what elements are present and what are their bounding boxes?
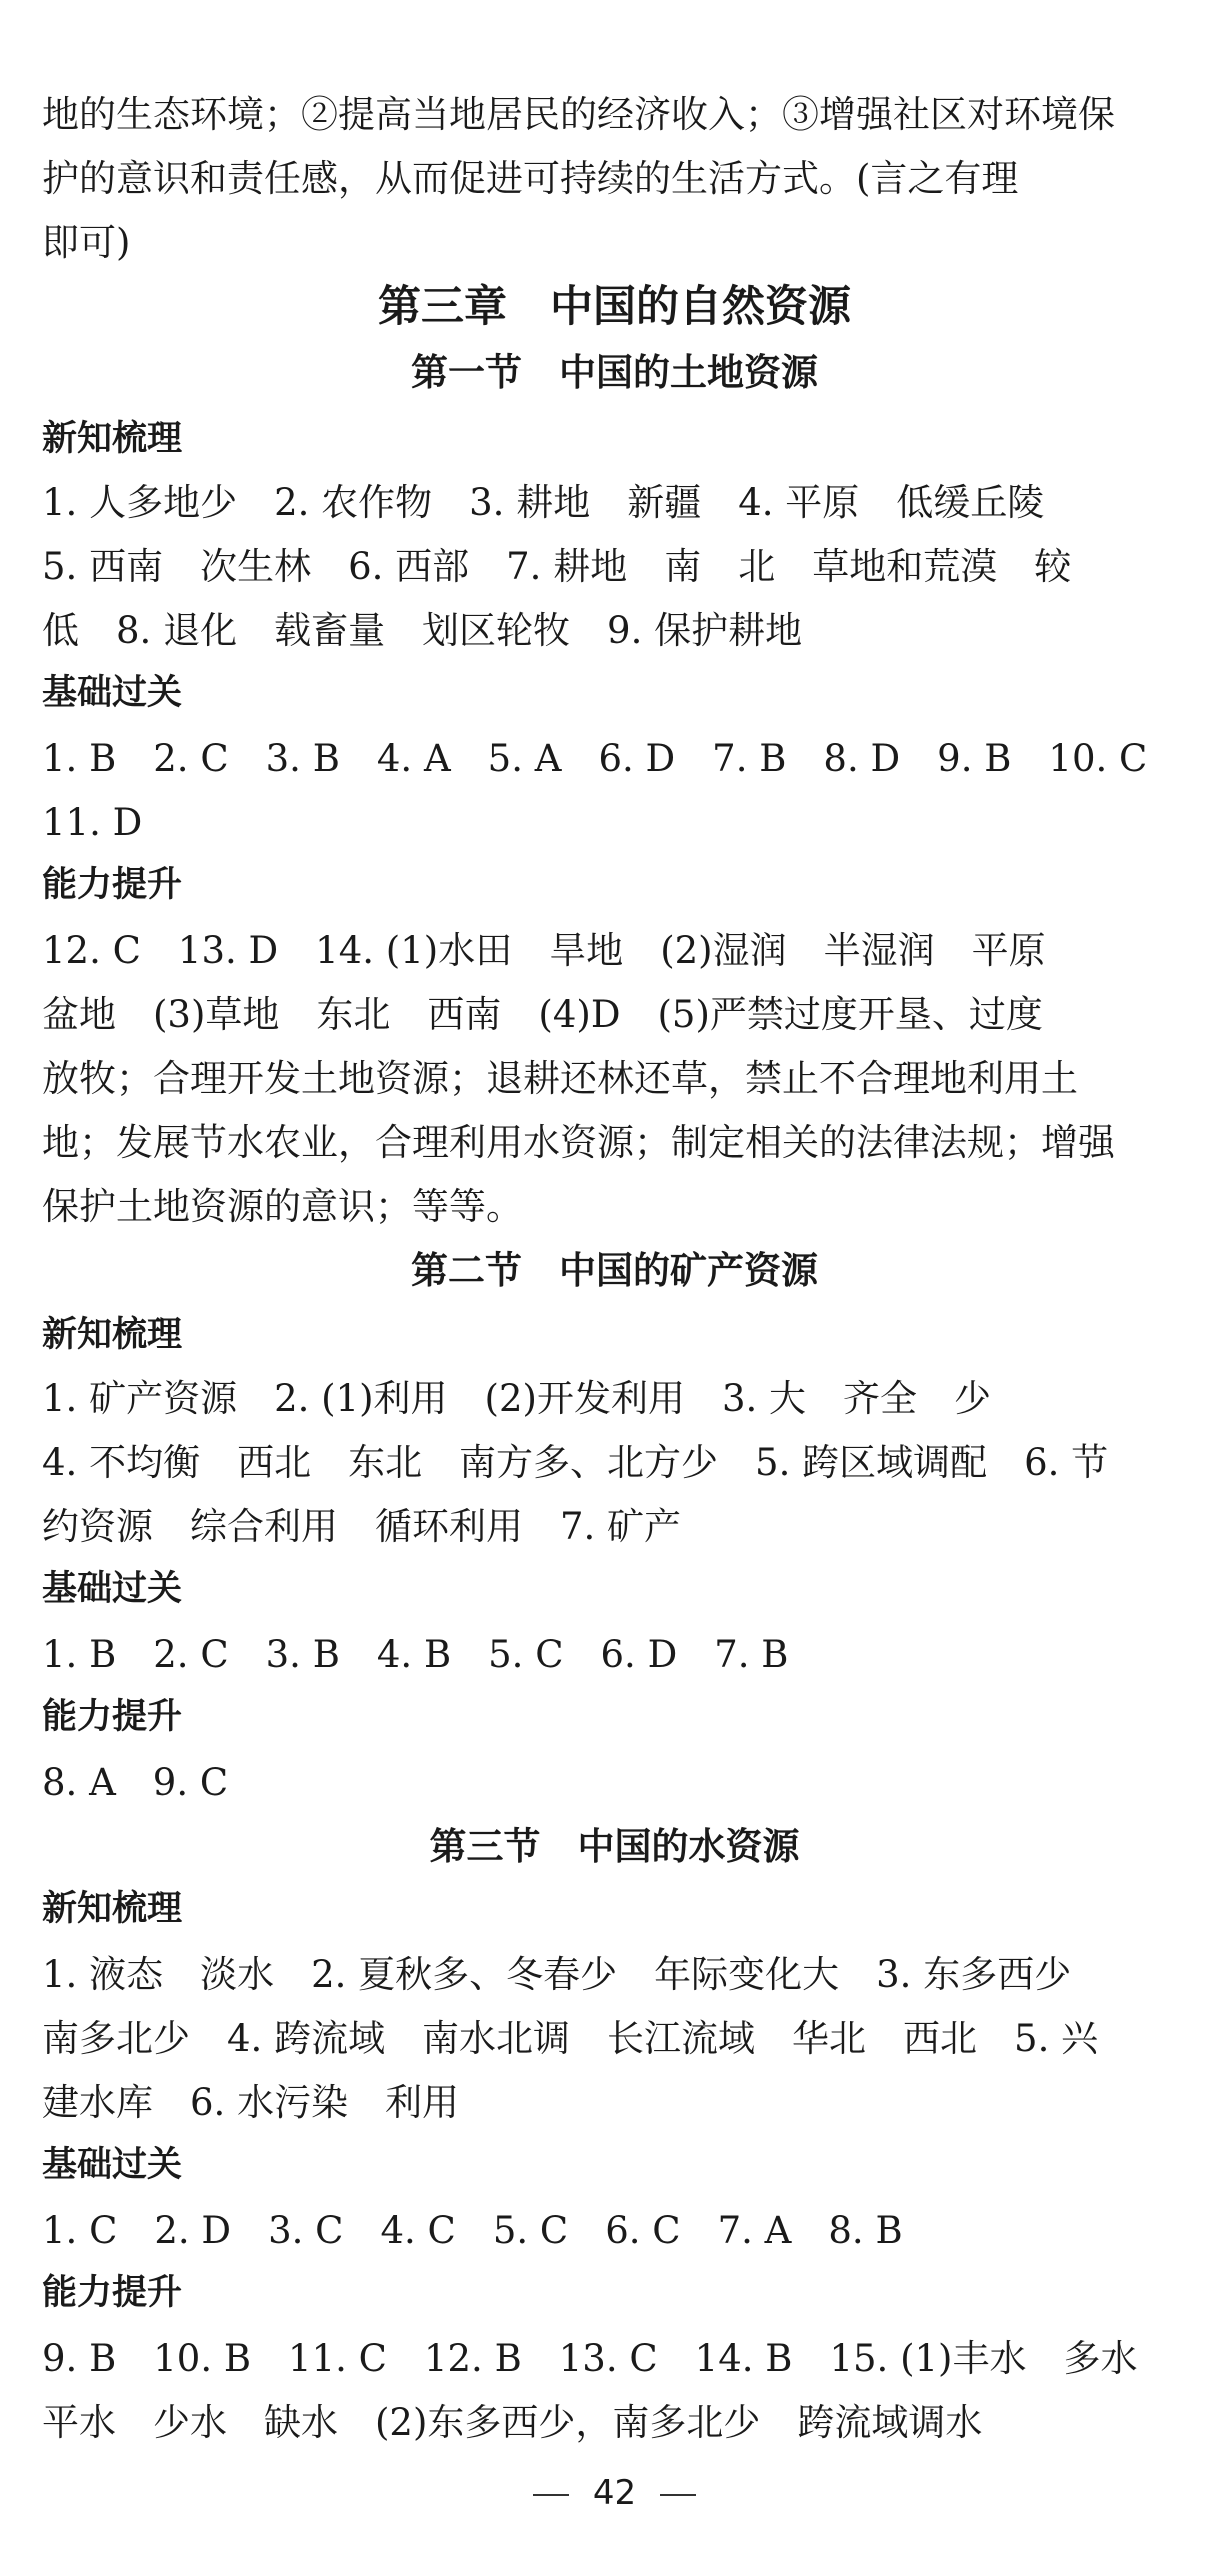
block-label: 新知梳理 <box>42 1315 183 1355</box>
answer-line: 地；发展节水农业，合理利用水资源；制定相关的法律法规；增强 <box>42 1121 1115 1164</box>
answer-line: 低 8. 退化 载畜量 划区轮牧 9. 保护耕地 <box>42 609 803 652</box>
answer-line: 1. 液态 淡水 2. 夏秋多、冬春少 年际变化大 3. 东多西少 <box>42 1953 1072 1996</box>
answer-line: 4. 不均衡 西北 东北 南方多、北方少 5. 跨区域调配 6. 节 <box>42 1441 1109 1484</box>
section-title: 第三节 中国的水资源 <box>429 1825 800 1868</box>
page-footer <box>0 2473 1229 2513</box>
answer-line: 1. B 2. C 3. B 4. A 5. A 6. D 7. B 8. D 9. B 10. C <box>42 737 1148 780</box>
block-label: 能力提升 <box>42 865 183 905</box>
paragraph-line: 护的意识和责任感，从而促进可持续的生活方式。(言之有理 <box>42 157 1019 200</box>
answer-line: 1. 矿产资源 2. (1)利用 (2)开发利用 3. 大 齐全 少 <box>42 1377 992 1420</box>
block-label: 能力提升 <box>42 1697 183 1737</box>
footer-dash-right <box>660 2494 696 2496</box>
section-title: 第一节 中国的土地资源 <box>411 351 818 394</box>
answer-line: 8. A 9. C <box>42 1761 229 1804</box>
answer-line: 南多北少 4. 跨流域 南水北调 长江流域 华北 西北 5. 兴 <box>42 2017 1099 2060</box>
footer-dash-left <box>533 2494 569 2496</box>
block-label: 基础过关 <box>42 1569 183 1609</box>
answer-line: 11. D <box>42 801 143 844</box>
block-label: 新知梳理 <box>42 419 183 459</box>
answer-line: 盆地 (3)草地 东北 西南 (4)D (5)严禁过度开垦、过度 <box>42 993 1043 1036</box>
answer-line: 平水 少水 缺水 (2)东多西少，南多北少 跨流域调水 <box>42 2401 983 2444</box>
section-title: 第二节 中国的矿产资源 <box>411 1249 818 1292</box>
answer-line: 1. 人多地少 2. 农作物 3. 耕地 新疆 4. 平原 低缓丘陵 <box>42 481 1045 524</box>
block-label: 基础过关 <box>42 673 183 713</box>
answer-line: 12. C 13. D 14. (1)水田 旱地 (2)湿润 半湿润 平原 <box>42 929 1046 972</box>
paragraph-line: 即可) <box>42 221 131 264</box>
answer-line: 放牧；合理开发土地资源；退耕还林还草，禁止不合理地利用土 <box>42 1057 1078 1100</box>
block-label: 能力提升 <box>42 2273 183 2313</box>
answer-line: 9. B 10. B 11. C 12. B 13. C 14. B 15. (1)丰水 多水 <box>42 2337 1138 2380</box>
chapter-title: 第三章 中国的自然资源 <box>378 282 851 332</box>
answer-line: 约资源 综合利用 循环利用 7. 矿产 <box>42 1505 682 1548</box>
answer-line: 5. 西南 次生林 6. 西部 7. 耕地 南 北 草地和荒漠 较 <box>42 545 1072 588</box>
paragraph-line: 地的生态环境；②提高当地居民的经济收入；③增强社区对环境保 <box>42 93 1115 136</box>
answer-line: 建水库 6. 水污染 利用 <box>42 2081 460 2124</box>
answer-line: 保护土地资源的意识；等等。 <box>42 1185 523 1228</box>
answer-line: 1. C 2. D 3. C 4. C 5. C 6. C 7. A 8. B <box>42 2209 903 2252</box>
block-label: 新知梳理 <box>42 1889 183 1929</box>
page-number: 42 <box>592 2473 637 2513</box>
answer-line: 1. B 2. C 3. B 4. B 5. C 6. D 7. B <box>42 1633 789 1676</box>
block-label: 基础过关 <box>42 2145 183 2185</box>
